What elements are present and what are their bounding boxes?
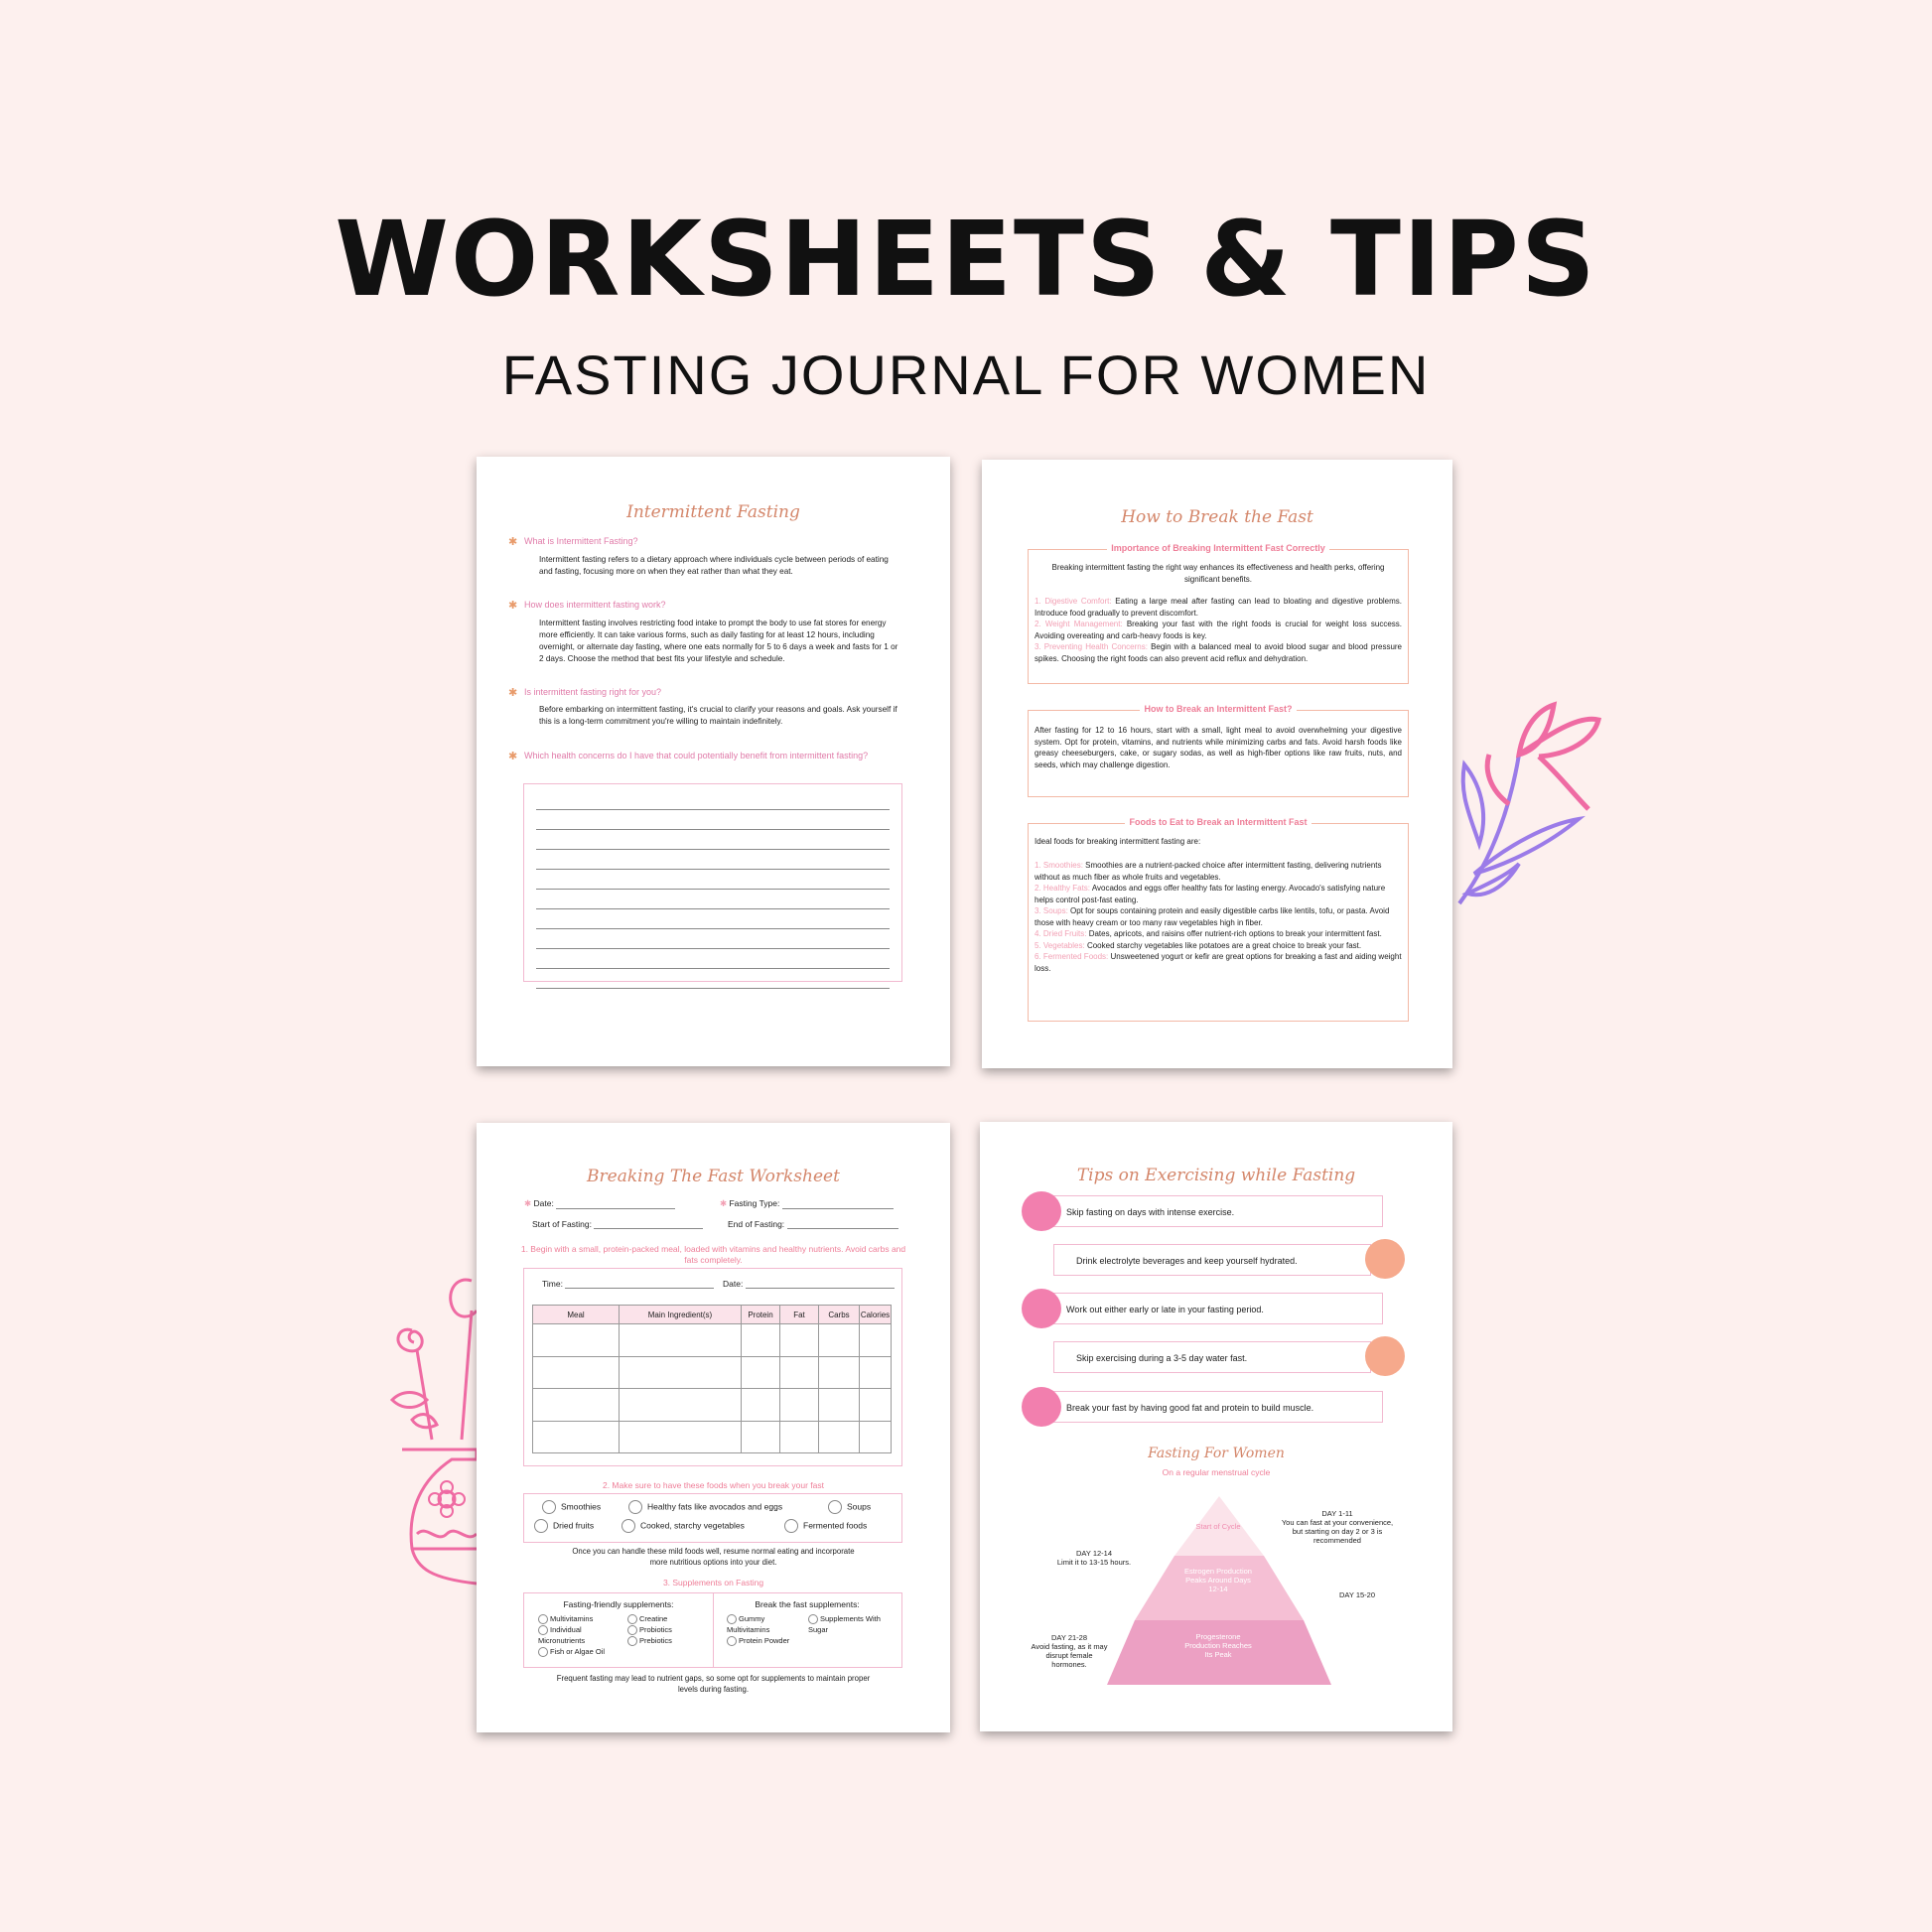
ff-list-a	[538, 1613, 618, 1657]
food-option[interactable]: Healthy fats like avocados and eggs	[628, 1500, 782, 1514]
food-option[interactable]: Soups	[828, 1500, 871, 1514]
list-item: 2. Weight Management: Breaking your fast with the right foods is crucial for weight loss success. Avoiding overeating and carb-heavy foods is key.	[1035, 620, 1402, 640]
pyramid-label-middle: Estrogen Production Peaks Around Days 12-14	[1184, 1567, 1252, 1593]
supplement-option[interactable]: Gummy Multivitamins	[727, 1614, 770, 1635]
question-2: ✱ How does intermittent fasting work?	[524, 600, 910, 610]
fasting-type-field[interactable]: ✱ Fasting Type:	[720, 1198, 894, 1209]
heading-2: 2. Make sure to have these foods when you break your fast	[602, 1480, 825, 1490]
page-intermittent-fasting	[477, 457, 950, 1066]
notes-box[interactable]	[523, 783, 902, 982]
tip-item: Work out either early or late in your fasting period.	[1039, 1293, 1383, 1324]
col-header: Fat	[780, 1306, 819, 1324]
answer-2: Intermittent fasting involves restricting food intake to prompt the body to use fat stores for energy more efficiently. It can take various forms, such as daily fasting for at least 12 hours, including overnight, or alternate day fasting, where one eats normally for 5 to 6 days a week and fasts for 1 or 2 days. Choose the method that best fits your lifestyle and schedule.	[539, 619, 898, 663]
question-3: ✱ Is intermittent fasting right for you?	[524, 687, 910, 697]
note-1: Once you can handle these mild foods well, resume normal eating and incorporate more nutritious options into your diet.	[572, 1547, 855, 1567]
bf-list-b	[808, 1613, 888, 1635]
start-field[interactable]: Start of Fasting:	[532, 1219, 703, 1229]
time-field[interactable]: Time:	[542, 1279, 714, 1289]
section-intro: Breaking intermittent fasting the right way enhances its effectiveness and health perks, offering significant benefits.	[1051, 563, 1385, 584]
section-how-to-break	[1028, 704, 1409, 797]
supplement-option[interactable]: Individual Micronutrients	[538, 1625, 586, 1646]
section-list	[1035, 596, 1402, 664]
page-title: How to Break the Fast	[1121, 507, 1313, 527]
dumbbell-icon	[1022, 1191, 1061, 1231]
page-title: Tips on Exercising while Fasting	[1076, 1166, 1356, 1185]
section-subtitle: On a regular menstrual cycle	[1162, 1467, 1271, 1477]
col-header: Main Ingredient(s)	[620, 1306, 742, 1324]
supplement-option[interactable]: Multivitamins	[538, 1613, 618, 1624]
egg-icon	[1022, 1387, 1061, 1427]
bf-title: Break the fast supplements:	[755, 1599, 860, 1609]
day-21-note: DAY 21-28 Avoid fasting, as it may disrupt female hormones.	[1031, 1633, 1108, 1669]
flower-decoration-right	[1430, 695, 1618, 923]
day-12-note: DAY 12-14 Limit it to 13-15 hours.	[1056, 1549, 1132, 1567]
page-how-to-break-fast	[982, 460, 1452, 1068]
section-foods	[1028, 817, 1409, 1022]
bottle-icon	[1365, 1239, 1405, 1279]
vase-decoration-left	[372, 1251, 482, 1608]
supplements-box	[523, 1592, 902, 1668]
foods-box	[523, 1493, 902, 1543]
supplement-option[interactable]: Probiotics	[627, 1624, 672, 1635]
page-title: Breaking The Fast Worksheet	[587, 1167, 840, 1186]
col-header: Carbs	[819, 1306, 860, 1324]
day-1-note: DAY 1-11 You can fast at your convenience, but starting on day 2 or 3 is recommended	[1281, 1509, 1394, 1545]
page-breaking-fast-worksheet	[477, 1123, 950, 1732]
meal-table[interactable]	[532, 1305, 892, 1453]
section-list	[1035, 860, 1402, 974]
section-title: Fasting For Women	[1148, 1446, 1285, 1461]
ff-list-b	[627, 1613, 672, 1646]
question-1: ✱ What is Intermittent Fasting?	[524, 536, 910, 546]
section-importance	[1028, 543, 1409, 684]
note-2: Frequent fasting may lead to nutrient gaps, so some opt for supplements to maintain proper levels during fasting.	[556, 1674, 871, 1694]
pyramid-label-top: Start of Cycle	[1195, 1522, 1241, 1531]
section-text: After fasting for 12 to 16 hours, start with a small, light meal to avoid overwhelming your digestive system. Opt for protein, vitamins, and nutrients while minimizing carbs and fats. Avoid harsh foods like greasy cheeseburgers, cake, or sugary sodas, as well as high-fiber options like raw fruits, nuts, and seeds, which may challenge digestion.	[1035, 726, 1402, 769]
list-item: 1. Digestive Comfort: Eating a large meal after fasting can lead to bloating and digestive problems. Introduce food gradually to prevent discomfort.	[1035, 597, 1402, 618]
col-header: Calories	[860, 1306, 892, 1324]
list-item: 2. Healthy Fats: Avocados and eggs offer healthy fats for lasting energy. Avocado's satisfying nature helps control post-fast eating.	[1035, 884, 1386, 904]
subtitle: FASTING JOURNAL FOR WOMEN	[501, 344, 1431, 406]
col-header: Protein	[742, 1306, 780, 1324]
supplement-option[interactable]: Protein Powder	[727, 1635, 798, 1646]
list-item: 3. Soups: Opt for soups containing protein and easily digestible carbs like lentils, tofu, or pasta. Avoid those with heavy cream or too many raw vegetables high in fiber.	[1035, 906, 1390, 927]
answer-1: Intermittent fasting refers to a dietary approach where individuals cycle between periods of eating and fasting, focusing more on when they eat rather than what they eat.	[539, 555, 889, 576]
section-title: Importance of Breaking Intermittent Fast Correctly	[1107, 543, 1329, 553]
tip-item: Break your fast by having good fat and protein to build muscle.	[1039, 1391, 1383, 1423]
food-option[interactable]: Cooked, starchy vegetables	[621, 1519, 745, 1533]
col-header: Meal	[533, 1306, 620, 1324]
section-title: Foods to Eat to Break an Intermittent Fast	[1125, 817, 1311, 827]
question-4: ✱ Which health concerns do I have that could potentially benefit from intermittent fasting?	[524, 751, 910, 760]
supplement-option[interactable]: Creatine	[627, 1613, 672, 1624]
end-field[interactable]: End of Fasting:	[728, 1219, 898, 1229]
exercise-bike-icon	[1022, 1289, 1061, 1328]
heading-3: 3. Supplements on Fasting	[662, 1578, 764, 1587]
page-exercise-tips	[980, 1122, 1452, 1731]
ff-title: Fasting-friendly supplements:	[563, 1599, 674, 1609]
pyramid-label-bottom: Progesterone Production Reaches Its Peak	[1184, 1632, 1252, 1659]
date2-field[interactable]: Date:	[723, 1279, 895, 1289]
list-item: 3. Preventing Health Concerns: Begin with a balanced meal to avoid blood sugar and blood pressure spikes. Choosing the right foods can also prevent acid reflux and dehydration.	[1035, 642, 1403, 663]
list-item: 5. Vegetables: Cooked starchy vegetables like potatoes are a great choice to break your fast.	[1035, 940, 1362, 950]
tip-item: Skip fasting on days with intense exercise.	[1039, 1195, 1383, 1227]
list-item: 4. Dried Fruits: Dates, apricots, and raisins offer nutrient-rich options to break your intermittent fast.	[1035, 929, 1382, 938]
supplement-option[interactable]: Supplements With Sugar	[808, 1614, 881, 1635]
food-option[interactable]: Dried fruits	[534, 1519, 594, 1533]
food-option[interactable]: Fermented foods	[784, 1519, 867, 1533]
supplement-option[interactable]: Fish or Algae Oil	[538, 1646, 618, 1657]
date-field[interactable]: ✱ Date:	[524, 1198, 675, 1209]
tip-item: Skip exercising during a 3-5 day water fast.	[1053, 1341, 1371, 1373]
list-item: 6. Fermented Foods: Unsweetened yogurt or kefir are great options for breaking a fast and aiding weight loss.	[1035, 952, 1402, 973]
answer-3: Before embarking on intermittent fasting, it's crucial to clarify your reasons and goals. Ask yourself if this is a long-term commitment you're willing to maintain indefinitely.	[539, 705, 897, 726]
bf-list-a	[727, 1613, 798, 1646]
section-intro: Ideal foods for breaking intermittent fasting are:	[1035, 837, 1201, 846]
supplement-option[interactable]: Prebiotics	[627, 1635, 672, 1646]
meal-box	[523, 1268, 902, 1466]
heading-1: 1. Begin with a small, protein-packed meal, loaded with vitamins and healthy nutrients. Avoid carbs and fats completely.	[520, 1244, 906, 1265]
tip-item: Drink electrolyte beverages and keep yourself hydrated.	[1053, 1244, 1371, 1276]
main-title: WORKSHEETS & TIPS	[335, 199, 1597, 320]
section-title: How to Break an Intermittent Fast?	[1140, 704, 1296, 714]
day-15-note: DAY 15-20	[1339, 1590, 1375, 1599]
list-item: 1. Smoothies: Smoothies are a nutrient-packed choice after intermittent fasting, delivering nutrients without as much fiber as whole fruits and vegetables.	[1035, 861, 1382, 882]
food-option[interactable]: Smoothies	[542, 1500, 601, 1514]
water-glass-icon	[1365, 1336, 1405, 1376]
page-title: Intermittent Fasting	[626, 502, 800, 522]
